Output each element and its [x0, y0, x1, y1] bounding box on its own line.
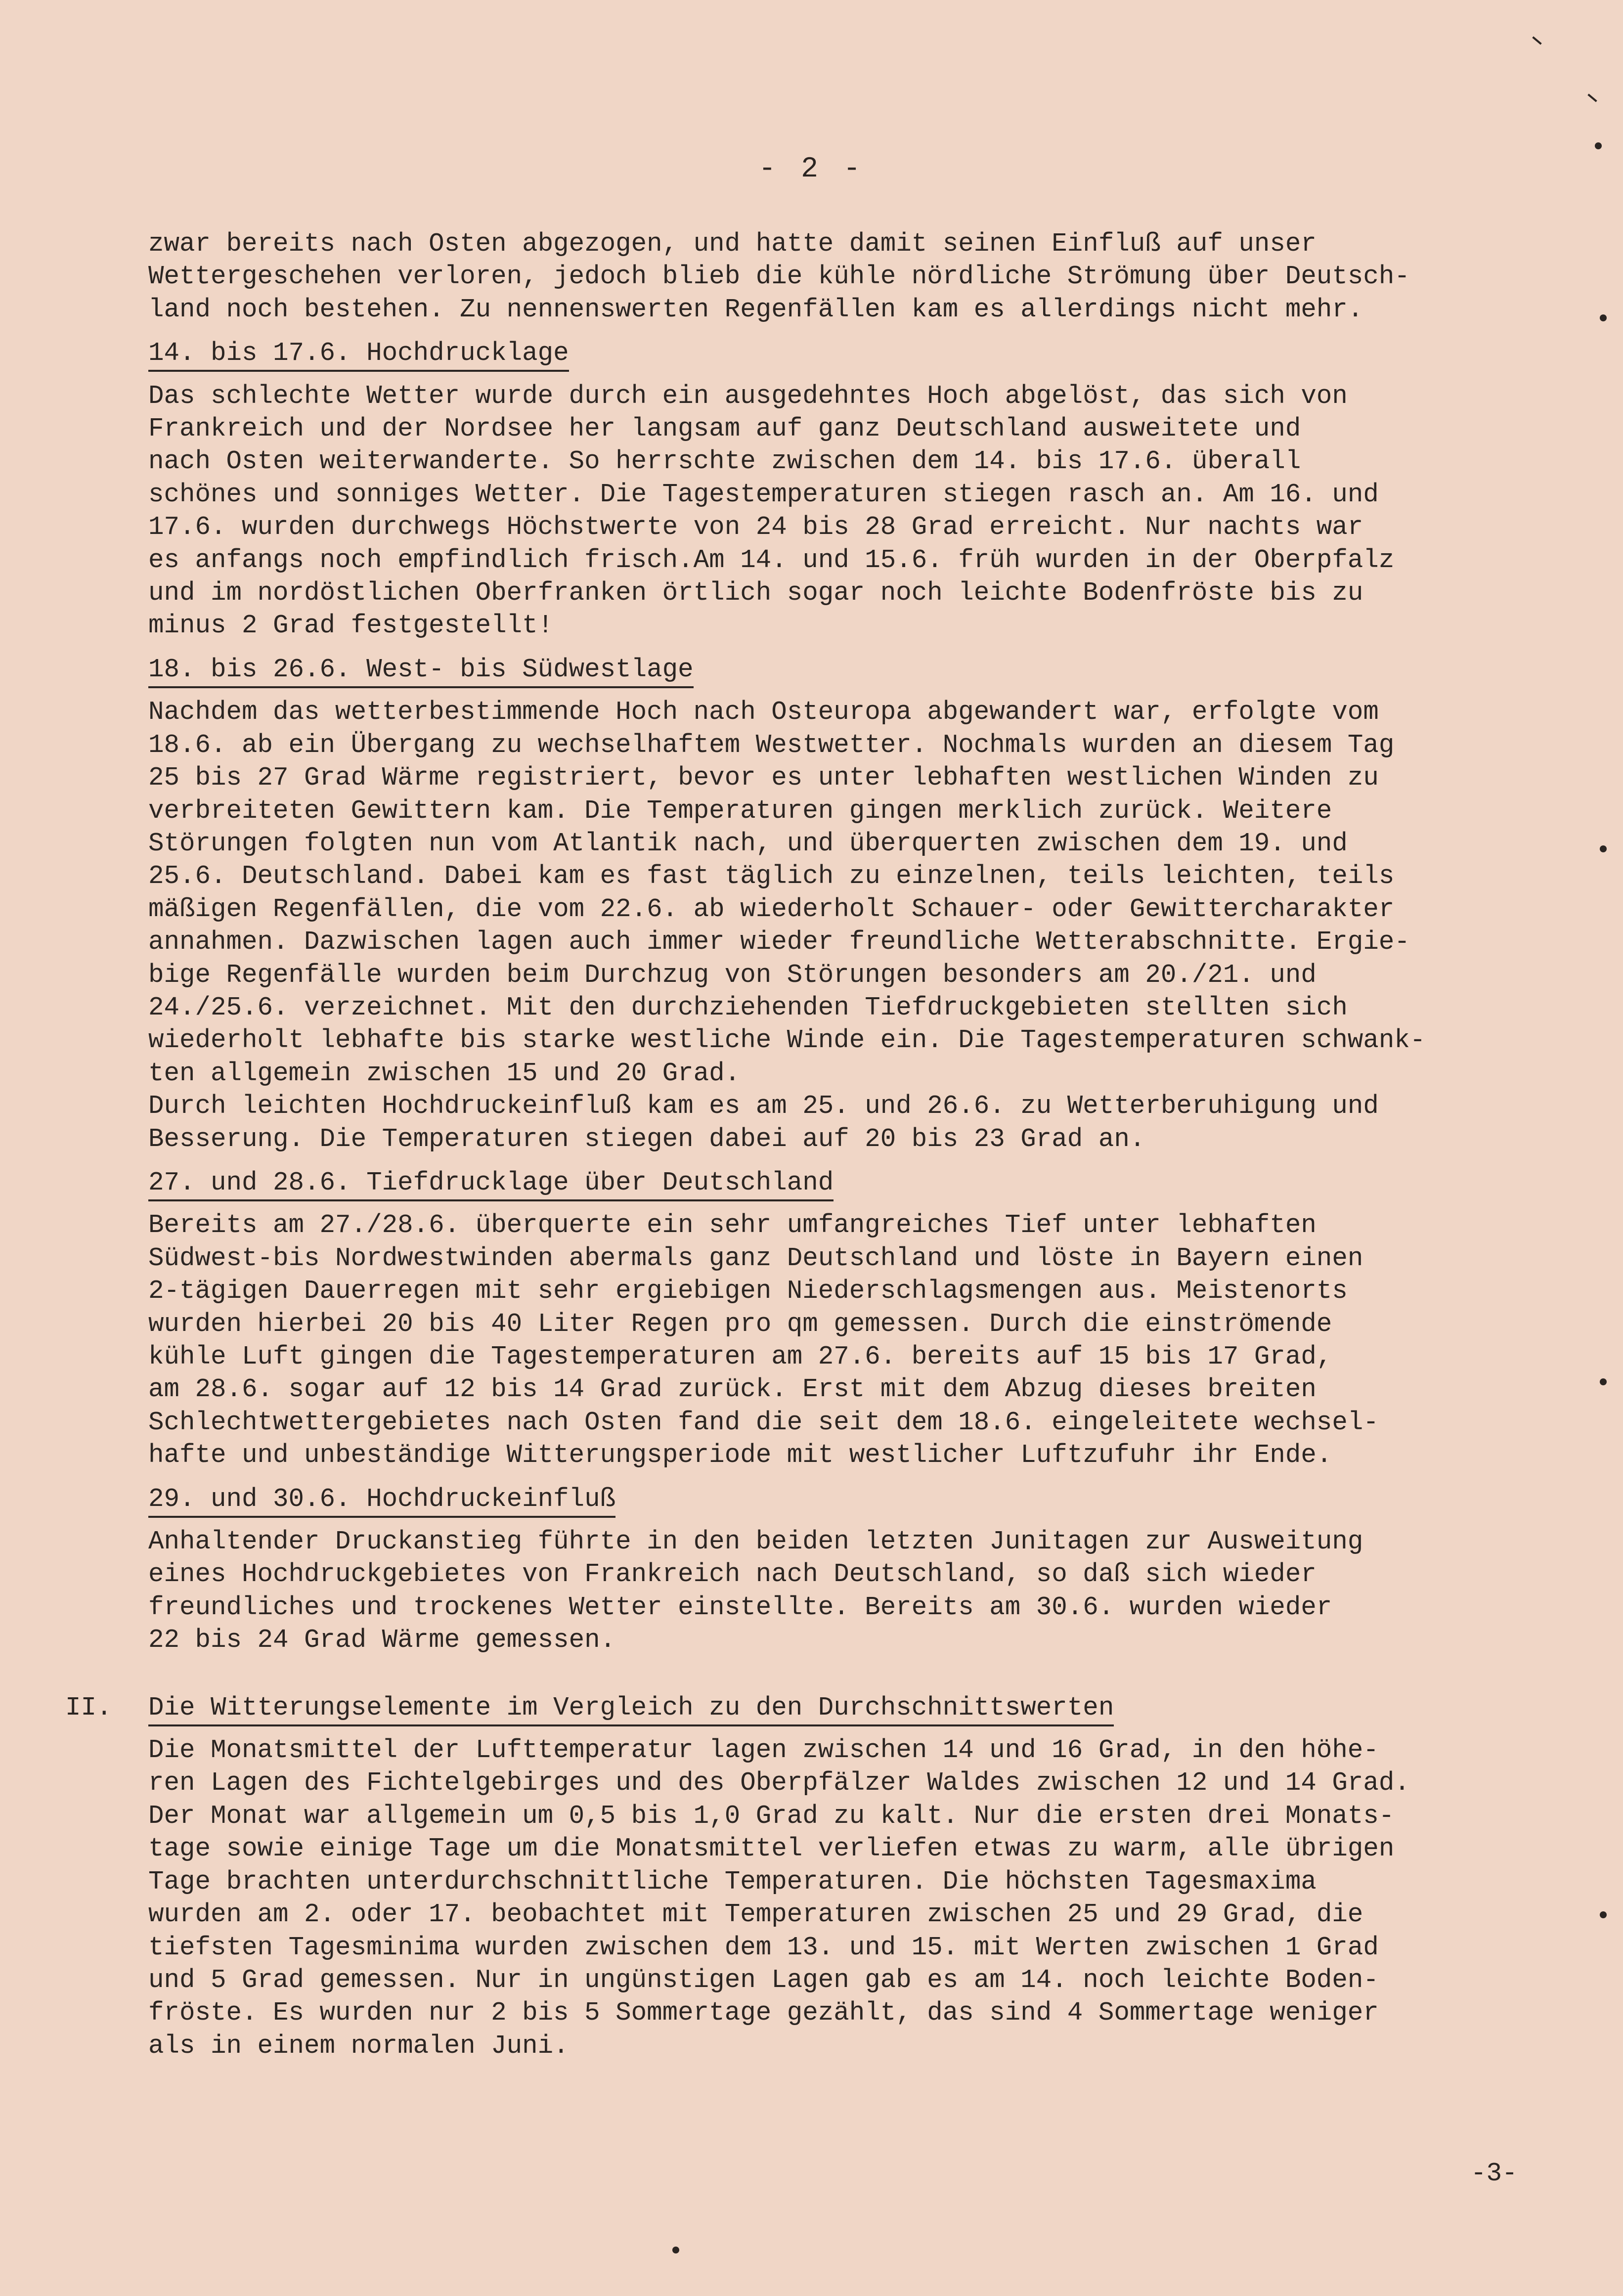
text-line: fröste. Es wurden nur 2 bis 5 Sommertage gezählt, das sind 4 Sommertage weniger [148, 1998, 1379, 2028]
text-line: nach Osten weiterwanderte. So herrschte zwischen dem 14. bis 17.6. überall [148, 446, 1301, 477]
text-line: und im nordöstlichen Oberfranken örtlich sogar noch leichte Bodenfröste bis zu [148, 578, 1363, 608]
text-line: wurden am 2. oder 17. beobachtet mit Temperaturen zwischen 25 und 29 Grad, die [148, 1899, 1363, 1930]
text-line: Die Monatsmittel der Lufttemperatur lagen zwischen 14 und 16 Grad, in den höhe- [148, 1735, 1379, 1766]
text-line: Frankreich und der Nordsee her langsam auf ganz Deutschland ausweitete und [148, 414, 1301, 444]
document-body [65, 227, 1607, 2062]
text-line: 25.6. Deutschland. Dabei kam es fast täglich zu einzelnen, teils leichten, teils [148, 861, 1395, 891]
text-line: 22 bis 24 Grad Wärme gemessen. [148, 1625, 616, 1655]
scan-dot [1600, 1378, 1607, 1385]
continuation-marker: -3- [1471, 2159, 1518, 2188]
text-line: tage sowie einige Tage um die Monatsmittel verliefen etwas zu warm, alle übrigen [148, 1834, 1395, 1864]
text-line: Südwest-bis Nordwestwinden abermals ganz Deutschland und löste in Bayern einen [148, 1243, 1363, 1273]
text-line: Nachdem das wetterbestimmende Hoch nach Osteuropa abgewandert war, erfolgte vom [148, 697, 1379, 727]
section-number: II. [65, 1692, 112, 1722]
text-line: Wettergeschehen verloren, jedoch blieb die kühle nördliche Strömung über Deutsch- [148, 262, 1410, 292]
section-heading-witterungselemente: Die Witterungselemente im Vergleich zu den Durchschnittswerten [148, 1691, 1607, 1724]
scan-dot [1600, 845, 1607, 852]
text-line: wurden hierbei 20 bis 40 Liter Regen pro qm gemessen. Durch die einströmende [148, 1309, 1332, 1339]
text-line: freundliches und trockenes Wetter einstellte. Bereits am 30.6. wurden wieder [148, 1592, 1332, 1622]
section-body-hochdrucklage [148, 380, 1607, 642]
text-line: Das schlechte Wetter wurde durch ein ausgedehntes Hoch abgelöst, das sich von [148, 381, 1348, 411]
scan-mark [1587, 93, 1597, 102]
text-line: eines Hochdruckgebietes von Frankreich nach Deutschland, so daß sich wieder [148, 1559, 1316, 1590]
scan-mark [1532, 36, 1541, 44]
intro-paragraph [148, 227, 1607, 326]
text-line: bige Regenfälle wurden beim Durchzug von Störungen besonders am 20./21. und [148, 960, 1316, 990]
text-line: als in einem normalen Juni. [148, 2031, 569, 2061]
text-line: wiederholt lebhafte bis starke westliche Winde ein. Die Tagestemperaturen schwank- [148, 1025, 1426, 1056]
text-line: ten allgemein zwischen 15 und 20 Grad. [148, 1058, 741, 1088]
text-line: hafte und unbeständige Witterungsperiode mit westlicher Luftzufuhr ihr Ende. [148, 1440, 1332, 1470]
text-line: Besserung. Die Temperaturen stiegen dabei auf 20 bis 23 Grad an. [148, 1124, 1145, 1154]
text-line: 24./25.6. verzeichnet. Mit den durchziehenden Tiefdruckgebieten stellten sich [148, 992, 1348, 1022]
scan-dot [1595, 142, 1602, 149]
text-line: verbreiteten Gewittern kam. Die Temperaturen gingen merklich zurück. Weitere [148, 795, 1332, 826]
text-line: Störungen folgten nun vom Atlantik nach, und überquerten zwischen dem 19. und [148, 828, 1348, 858]
text-line: Anhaltender Druckanstieg führte in den beiden letzten Junitagen zur Ausweitung [148, 1527, 1363, 1557]
text-line: 17.6. wurden durchwegs Höchstwerte von 24 bis 28 Grad erreicht. Nur nachts war [148, 512, 1363, 542]
text-line: schönes und sonniges Wetter. Die Tagestemperaturen stiegen rasch an. Am 16. und [148, 479, 1379, 509]
text-line: Schlechtwettergebietes nach Osten fand die seit dem 18.6. eingeleitete wechsel- [148, 1407, 1379, 1437]
text-line: 25 bis 27 Grad Wärme registriert, bevor es unter lebhaften westlichen Winden zu [148, 763, 1379, 793]
text-line: minus 2 Grad festgestellt! [148, 611, 554, 641]
section-heading-tiefdrucklage: 27. und 28.6. Tiefdrucklage über Deutschland [148, 1166, 1607, 1199]
text-line: annahmen. Dazwischen lagen auch immer wieder freundliche Wetterabschnitte. Ergie- [148, 927, 1410, 957]
text-line: es anfangs noch empfindlich frisch.Am 14. und 15.6. früh wurden in der Oberpfalz [148, 545, 1395, 575]
text-line: Der Monat war allgemein um 0,5 bis 1,0 Grad zu kalt. Nur die ersten drei Monats- [148, 1801, 1395, 1831]
text-line: kühle Luft gingen die Tagestemperaturen am 27.6. bereits auf 15 bis 17 Grad, [148, 1342, 1332, 1371]
text-line: Bereits am 27./28.6. überquerte ein sehr umfangreiches Tief unter lebhaften [148, 1210, 1316, 1240]
scan-dot [1600, 1911, 1607, 1918]
section-heading-hochdrucklage: 14. bis 17.6. Hochdrucklage [148, 337, 1607, 369]
section-body-tiefdrucklage [148, 1209, 1607, 1471]
page-number: - 2 - [758, 153, 865, 185]
scan-dot [672, 2247, 679, 2253]
text-line: Tage brachten unterdurchschnittliche Temperaturen. Die höchsten Tagesmaxima [148, 1866, 1316, 1897]
text-line: ren Lagen des Fichtelgebirges und des Oberpfälzer Waldes zwischen 12 und 14 Grad. [148, 1768, 1410, 1798]
text-line: und 5 Grad gemessen. Nur in ungünstigen Lagen gab es am 14. noch leichte Boden- [148, 1965, 1379, 1995]
section-ii [65, 1691, 1607, 2062]
text-line: Durch leichten Hochdruckeinfluß kam es am 25. und 26.6. zu Wetterberuhigung und [148, 1091, 1379, 1121]
text-line: mäßigen Regenfällen, die vom 22.6. ab wiederholt Schauer- oder Gewittercharakter [148, 894, 1395, 924]
text-line: zwar bereits nach Osten abgezogen, und hatte damit seinen Einfluß auf unser [148, 229, 1316, 259]
text-line: 18.6. ab ein Übergang zu wechselhaftem Westwetter. Nochmals wurden an diesem Tag [148, 730, 1395, 760]
section-body-witterungselemente [148, 1734, 1607, 2062]
section-heading-hochdruckeinfluss: 29. und 30.6. Hochdruckeinfluß [148, 1483, 1607, 1515]
text-line: am 28.6. sogar auf 12 bis 14 Grad zurück. Erst mit dem Abzug dieses breiten [148, 1374, 1316, 1405]
section-body-westlage [148, 696, 1607, 1155]
text-line: tiefsten Tagesminima wurden zwischen dem 13. und 15. mit Werten zwischen 1 Grad [148, 1932, 1379, 1962]
text-line: land noch bestehen. Zu nennenswerten Regenfällen kam es allerdings nicht mehr. [148, 294, 1363, 324]
scan-dot [1600, 314, 1607, 321]
section-heading-westlage: 18. bis 26.6. West- bis Südwestlage [148, 653, 1607, 686]
text-line: 2-tägigen Dauerregen mit sehr ergiebigen Niederschlagsmengen aus. Meistenorts [148, 1276, 1348, 1306]
section-body-hochdruckeinfluss [148, 1525, 1607, 1657]
